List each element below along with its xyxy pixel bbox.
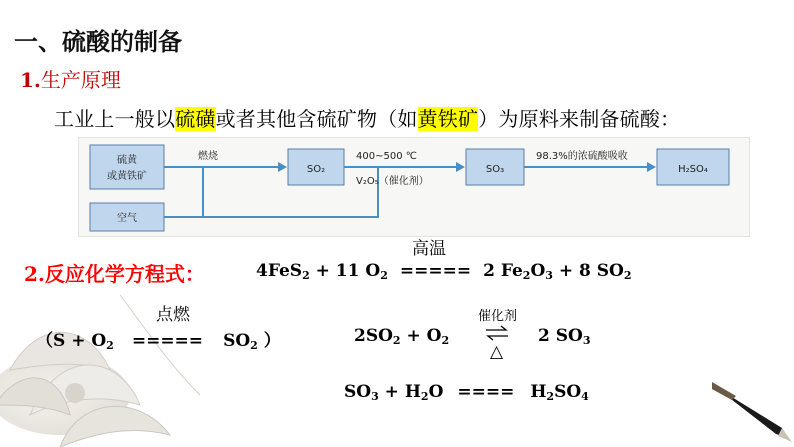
so2-label: SO₂ — [306, 164, 326, 175]
eq1-sign: ===== — [399, 261, 472, 281]
eq3-product: 2 $SO_3$ — [538, 326, 591, 347]
equation-so3-absorb: $SO_3 + H_2O$ ==== $H_2SO_4$ — [344, 382, 589, 403]
intro-part: 或者其他含硫矿物（如 — [215, 107, 418, 131]
intro-text — [54, 103, 680, 132]
intro-part: 工业上一般以 — [54, 107, 176, 131]
page-title: 一、硫酸的制备 — [14, 28, 182, 56]
equation-sulfur-burn: （$S + O_2$ ===== $SO_2$ ） — [36, 331, 281, 352]
equation-so2-oxidation: $2SO_2 + O_2$ — [354, 326, 450, 347]
section-label: 生产原理 — [40, 68, 121, 92]
process-flow-diagram — [78, 137, 750, 237]
arrow2-label-bottom: V₂O₅（催化剂） — [356, 176, 429, 187]
arrow3-label: 98.3%的浓硫酸吸收 — [536, 151, 628, 162]
section-number: 2. — [24, 262, 45, 286]
section-number: 1. — [20, 68, 41, 92]
box-sulfur-pyrite — [90, 145, 164, 189]
reversible-arrow-icon — [482, 324, 512, 342]
arrow2-label-top: 400~500 ℃ — [356, 151, 417, 162]
box1-line1: 硫黄 — [117, 155, 137, 166]
section-label: 反应化学方程式： — [44, 262, 205, 286]
arrow1-label: 燃烧 — [198, 151, 218, 162]
eq1-condition: 高温 — [412, 239, 446, 259]
eq2-sign: ===== — [131, 331, 204, 351]
heat-symbol: △ — [490, 342, 504, 362]
section-heading-principle — [20, 64, 121, 93]
highlight-pyrite: 黄铁矿 — [417, 107, 479, 131]
section-heading-equations — [24, 258, 205, 287]
box1-line2: 或黄铁矿 — [107, 171, 147, 182]
intro-part: ）为原料来制备硫酸： — [478, 107, 681, 131]
h2so4-label: H₂SO₄ — [678, 164, 708, 175]
box2-label: 空气 — [117, 213, 137, 224]
so3-label: SO₃ — [485, 164, 505, 175]
brush-decoration — [712, 372, 794, 447]
highlight-sulfur: 硫磺 — [175, 107, 216, 131]
eq3-condition: 催化剂 — [478, 309, 518, 324]
eq2-condition: 点燃 — [156, 305, 190, 325]
equation-pyrite-roast: 4FeS$_2$ + 11 $O_2$ ===== 2 $Fe_2O_3 + 8$ $SO_2$ — [256, 261, 632, 282]
eq4-sign: ==== — [457, 382, 515, 402]
